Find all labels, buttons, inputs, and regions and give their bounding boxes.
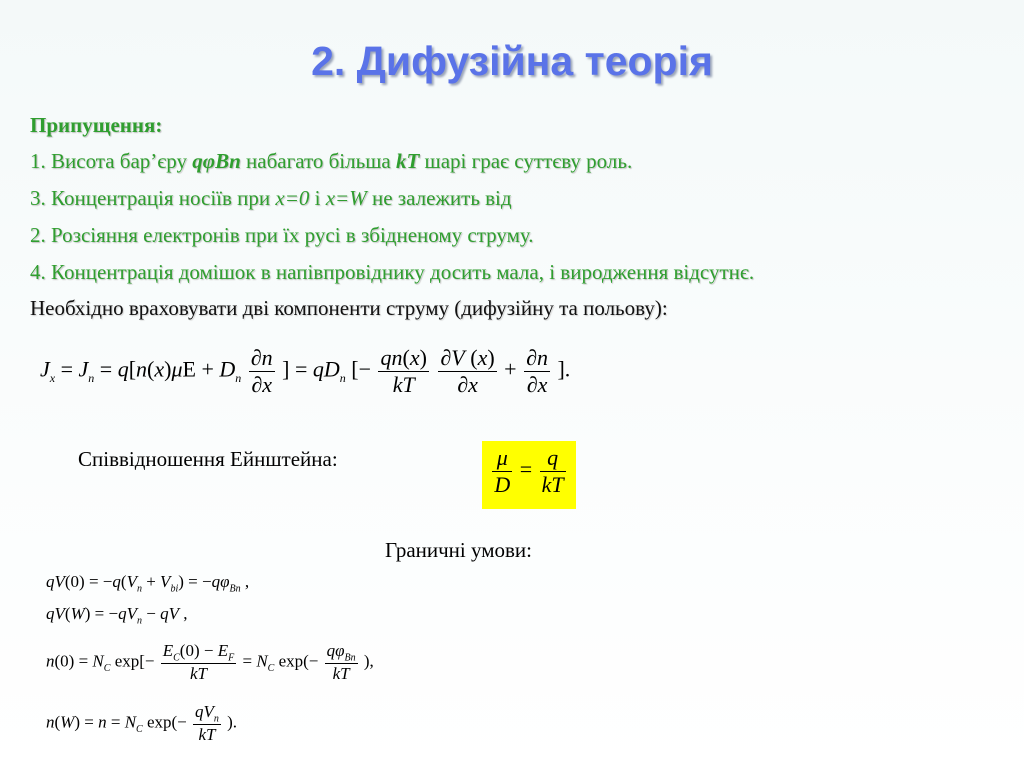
- einstein-relation: $\frac{\mu}{D}$ = $\frac{q}{kT}$: [482, 441, 576, 509]
- slide-title: 2. Дифузійна теорія: [311, 38, 713, 84]
- current-components-note: Необхідно враховувати дві компоненти струму (дифузійну та польову):: [30, 296, 668, 320]
- boundary-eq-1: $qV(0) = -q(V_n + V_{bi}) = -q\varphi_{Bn}$ ,: [46, 572, 250, 595]
- assumption-1: 1. Висота бар’єру qφBn набагато більша kT шарі грає суттєву роль.: [30, 149, 633, 173]
- boundary-eq-3: $n(0) = N_C$ exp[− $\frac{E_C(0) - E_F}{kT}$ = $N_C$ exp(− $\frac{q\varphi_{Bn}}{kT}$ ),: [46, 641, 374, 684]
- assumption-4: 4. Концентрація домішок в напівпровіднику досить мала, і виродження відсутнє.: [30, 260, 755, 284]
- assumption-2: 2. Розсіяння електронів при їх русі в збідненому струму.: [30, 223, 534, 247]
- boundary-eq-4: $n(W) = n = N_C$ exp(− $\frac{qV_n}{kT}$ ).: [46, 702, 238, 745]
- einstein-label: Співвідношення Ейнштейна:: [78, 447, 338, 471]
- assumption-3: 3. Концентрація носіїв при x=0 і x=W не залежить від: [30, 186, 512, 210]
- boundary-eq-2: $qV(W) = -qV_n$ − qV ,: [46, 604, 188, 627]
- assumptions-heading: Припущення:: [30, 113, 163, 137]
- boundary-label: Граничні умови:: [385, 538, 532, 562]
- current-equation: $J_x = J_n = q[n(x)\mu E + D_n$ $\frac{\partial n}{\partial x}$ ] = $qD_n$ [− $\frac{qn(x)}{kT}$ $\frac{\partial V (x)}{\partial x}$ + $\frac{\partial n}{\partial x}$ ].: [40, 345, 571, 397]
